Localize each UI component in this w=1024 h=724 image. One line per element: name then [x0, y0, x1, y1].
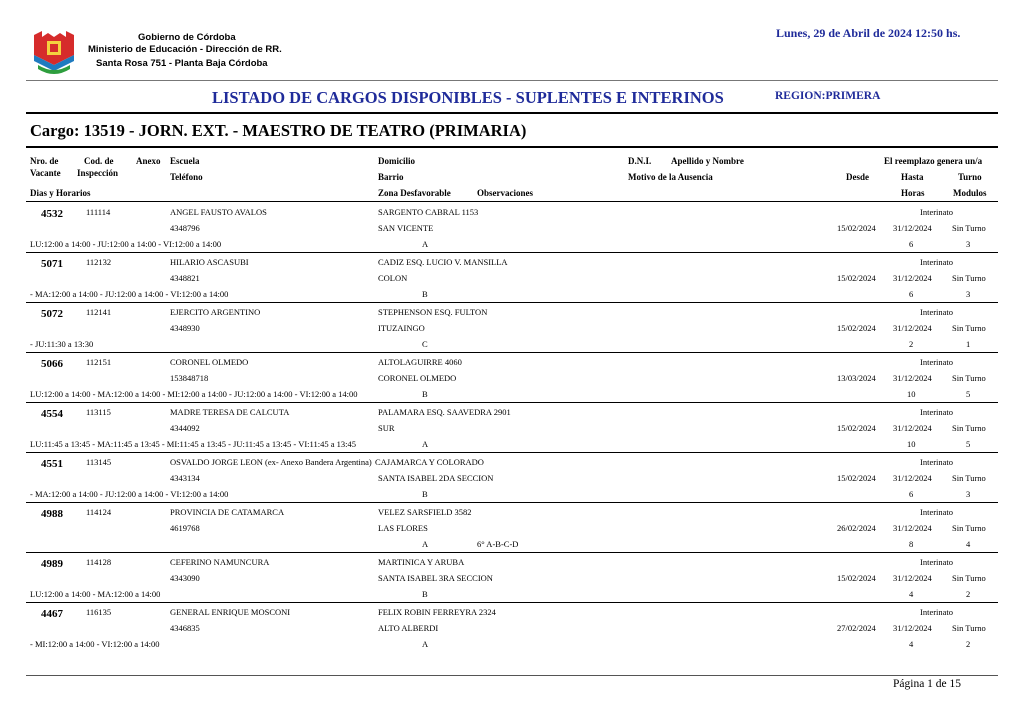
desde-date: 26/02/2024 — [837, 523, 876, 533]
col-nro-de: Nro. de — [30, 156, 59, 166]
modulos: 4 — [966, 539, 971, 549]
col-modulos: Modulos — [953, 188, 987, 198]
horas: 6 — [909, 489, 914, 499]
col-turno: Turno — [958, 172, 982, 182]
reemplazo-tipo: Interinato — [920, 407, 954, 417]
desde-date: 15/02/2024 — [837, 323, 876, 333]
turno: Sin Turno — [952, 473, 986, 483]
col-vacante: Vacante — [30, 168, 61, 178]
table-row — [0, 303, 1024, 353]
telefono: 4346835 — [170, 623, 200, 633]
table-row — [0, 553, 1024, 603]
modulos: 3 — [966, 489, 971, 499]
ministry-address: Santa Rosa 751 - Planta Baja Córdoba — [96, 58, 268, 69]
table-row — [0, 503, 1024, 553]
turno: Sin Turno — [952, 273, 986, 283]
vacante-number: 4532 — [41, 208, 63, 220]
zona-desfavorable: C — [422, 339, 428, 349]
cod-inspeccion: 113115 — [86, 407, 111, 417]
cod-inspeccion: 116135 — [86, 607, 112, 617]
escuela-name: ANGEL FAUSTO AVALOS — [170, 207, 267, 217]
turno: Sin Turno — [952, 373, 986, 383]
desde-date: 15/02/2024 — [837, 223, 876, 233]
barrio: SAN VICENTE — [378, 223, 434, 233]
cod-inspeccion: 112151 — [86, 357, 112, 367]
observaciones: 6° A-B-C-D — [477, 539, 519, 549]
horas: 2 — [909, 339, 914, 349]
modulos: 3 — [966, 289, 971, 299]
escuela-name: EJERCITO ARGENTINO — [170, 307, 261, 317]
turno: Sin Turno — [952, 323, 986, 333]
telefono: 4619768 — [170, 523, 200, 533]
dias-horarios: - MA:12:00 a 14:00 - JU:12:00 a 14:00 - VI:12:00 a 14:00 — [30, 489, 229, 499]
domicilio: MARTINICA Y ARUBA — [378, 557, 465, 567]
desde-date: 27/02/2024 — [837, 623, 876, 633]
turno: Sin Turno — [952, 423, 986, 433]
reemplazo-tipo: Interinato — [920, 557, 954, 567]
zona-desfavorable: B — [422, 489, 428, 499]
turno: Sin Turno — [952, 623, 986, 633]
desde-date: 15/02/2024 — [837, 573, 876, 583]
col-dias-horarios: Dias y Horarios — [30, 188, 91, 198]
domicilio: CAJAMARCA Y COLORADO — [375, 457, 484, 467]
desde-date: 13/03/2024 — [837, 373, 876, 383]
table-row — [0, 603, 1024, 653]
col-telefono: Teléfono — [170, 172, 203, 182]
domicilio: VELEZ SARSFIELD 3582 — [378, 507, 472, 517]
divider — [26, 201, 998, 202]
escuela-name: PROVINCIA DE CATAMARCA — [170, 507, 285, 517]
vacante-number: 4989 — [41, 558, 63, 570]
domicilio: SARGENTO CABRAL 1153 — [378, 207, 479, 217]
cargo-heading: Cargo: 13519 - JORN. EXT. - MAESTRO DE TEATRO (PRIMARIA) — [30, 121, 527, 140]
telefono: 4343134 — [170, 473, 200, 483]
hasta-date: 31/12/2024 — [893, 523, 932, 533]
col-reemplazo: El reemplazo genera un/a — [884, 156, 983, 166]
reemplazo-tipo: Interinato — [920, 257, 954, 267]
divider — [26, 112, 998, 114]
zona-desfavorable: B — [422, 589, 428, 599]
zona-desfavorable: B — [422, 389, 428, 399]
table-row — [0, 453, 1024, 503]
turno: Sin Turno — [952, 523, 986, 533]
zona-desfavorable: B — [422, 289, 428, 299]
barrio: ITUZAINGO — [378, 323, 425, 333]
col-observaciones: Observaciones — [477, 188, 533, 198]
barrio: CORONEL OLMEDO — [378, 373, 457, 383]
escuela-name: OSVALDO JORGE LEON (ex- Anexo Bandera Argentina) — [170, 457, 372, 467]
telefono: 4348796 — [170, 223, 200, 233]
vacante-number: 4554 — [41, 408, 63, 420]
vacante-number: 5066 — [41, 358, 63, 370]
desde-date: 15/02/2024 — [837, 473, 876, 483]
horas: 10 — [907, 389, 916, 399]
table-row — [0, 253, 1024, 303]
dias-horarios: LU:12:00 a 14:00 - MA:12:00 a 14:00 — [30, 589, 161, 599]
ministry-name: Ministerio de Educación - Dirección de RR. — [88, 44, 282, 55]
dias-horarios: LU:12:00 a 14:00 - MA:12:00 a 14:00 - MI:12:00 a 14:00 - JU:12:00 a 14:00 - VI:12:00 a 14:00 — [30, 389, 358, 399]
vacante-number: 5072 — [41, 308, 63, 320]
col-apellido: Apellido y Nombre — [671, 156, 744, 166]
gov-name: Gobierno de Córdoba — [138, 32, 236, 43]
cod-inspeccion: 114124 — [86, 507, 112, 517]
domicilio: STEPHENSON ESQ. FULTON — [378, 307, 488, 317]
reemplazo-tipo: Interinato — [920, 207, 954, 217]
horas: 4 — [909, 639, 914, 649]
divider — [26, 146, 998, 148]
horas: 6 — [909, 239, 914, 249]
escuela-name: GENERAL ENRIQUE MOSCONI — [170, 607, 291, 617]
dias-horarios: - JU:11:30 a 13:30 — [30, 339, 94, 349]
hasta-date: 31/12/2024 — [893, 623, 932, 633]
table-row — [0, 353, 1024, 403]
hasta-date: 31/12/2024 — [893, 223, 932, 233]
modulos: 5 — [966, 439, 971, 449]
escuela-name: MADRE TERESA DE CALCUTA — [170, 407, 290, 417]
escuela-name: CORONEL OLMEDO — [170, 357, 249, 367]
telefono: 4348930 — [170, 323, 200, 333]
telefono: 153848718 — [170, 373, 209, 383]
dias-horarios: LU:12:00 a 14:00 - JU:12:00 a 14:00 - VI:12:00 a 14:00 — [30, 239, 222, 249]
reemplazo-tipo: Interinato — [920, 507, 954, 517]
barrio: SUR — [378, 423, 395, 433]
hasta-date: 31/12/2024 — [893, 323, 932, 333]
escuela-name: CEFERINO NAMUNCURA — [170, 557, 270, 567]
domicilio: CADIZ ESQ. LUCIO V. MANSILLA — [378, 257, 508, 267]
desde-date: 15/02/2024 — [837, 423, 876, 433]
dias-horarios: LU:11:45 a 13:45 - MA:11:45 a 13:45 - MI:11:45 a 13:45 - JU:11:45 a 13:45 - VI:11:45 a 13:45 — [30, 439, 356, 449]
barrio: LAS FLORES — [378, 523, 428, 533]
zona-desfavorable: A — [422, 439, 429, 449]
desde-date: 15/02/2024 — [837, 273, 876, 283]
modulos: 2 — [966, 589, 971, 599]
vacante-number: 4467 — [41, 608, 63, 620]
hasta-date: 31/12/2024 — [893, 273, 932, 283]
hasta-date: 31/12/2024 — [893, 373, 932, 383]
modulos: 1 — [966, 339, 971, 349]
col-escuela: Escuela — [170, 156, 200, 166]
barrio: SANTA ISABEL 3RA SECCION — [378, 573, 493, 583]
cordoba-coat-of-arms-icon — [28, 25, 80, 77]
hasta-date: 31/12/2024 — [893, 573, 932, 583]
horas: 6 — [909, 289, 914, 299]
cod-inspeccion: 113145 — [86, 457, 112, 467]
hasta-date: 31/12/2024 — [893, 423, 932, 433]
col-inspeccion: Inspección — [77, 168, 119, 178]
col-domicilio: Domicilio — [378, 156, 415, 166]
telefono: 4343090 — [170, 573, 200, 583]
col-cod-de: Cod. de — [84, 156, 114, 166]
col-motivo: Motivo de la Ausencia — [628, 172, 713, 182]
reemplazo-tipo: Interinato — [920, 607, 954, 617]
escuela-name: HILARIO ASCASUBI — [170, 257, 249, 267]
zona-desfavorable: A — [422, 239, 429, 249]
col-desde: Desde — [846, 172, 869, 182]
turno: Sin Turno — [952, 573, 986, 583]
domicilio: FELIX ROBIN FERREYRA 2324 — [378, 607, 496, 617]
divider — [26, 80, 998, 81]
table-row — [0, 203, 1024, 253]
reemplazo-tipo: Interinato — [920, 307, 954, 317]
col-hasta: Hasta — [901, 172, 924, 182]
barrio: ALTO ALBERDI — [378, 623, 439, 633]
page-title: LISTADO DE CARGOS DISPONIBLES - SUPLENTES E INTERINOS — [212, 88, 724, 107]
cod-inspeccion: 112132 — [86, 257, 112, 267]
reemplazo-tipo: Interinato — [920, 357, 954, 367]
barrio: SANTA ISABEL 2DA SECCION — [378, 473, 494, 483]
col-horas: Horas — [901, 188, 925, 198]
report-date: Lunes, 29 de Abril de 2024 12:50 hs. — [776, 26, 961, 40]
cod-inspeccion: 112141 — [86, 307, 112, 317]
col-zona: Zona Desfavorable — [378, 188, 451, 198]
horas: 4 — [909, 589, 914, 599]
footer-divider — [26, 675, 998, 676]
cod-inspeccion: 114128 — [86, 557, 112, 567]
dias-horarios: - MI:12:00 a 14:00 - VI:12:00 a 14:00 — [30, 639, 160, 649]
telefono: 4344092 — [170, 423, 200, 433]
turno: Sin Turno — [952, 223, 986, 233]
table-row — [0, 403, 1024, 453]
modulos: 5 — [966, 389, 971, 399]
hasta-date: 31/12/2024 — [893, 473, 932, 483]
vacante-number: 4988 — [41, 508, 63, 520]
domicilio: ALTOLAGUIRRE 4060 — [378, 357, 462, 367]
vacante-number: 4551 — [41, 458, 63, 470]
domicilio: PALAMARA ESQ. SAAVEDRA 2901 — [378, 407, 511, 417]
col-anexo: Anexo — [136, 156, 161, 166]
page-number: Página 1 de 15 — [893, 678, 962, 690]
zona-desfavorable: A — [422, 639, 429, 649]
region-label: REGION:PRIMERA — [775, 90, 881, 102]
dias-horarios: - MA:12:00 a 14:00 - JU:12:00 a 14:00 - VI:12:00 a 14:00 — [30, 289, 229, 299]
modulos: 2 — [966, 639, 971, 649]
cod-inspeccion: 111114 — [86, 207, 111, 217]
horas: 10 — [907, 439, 916, 449]
telefono: 4348821 — [170, 273, 200, 283]
barrio: COLON — [378, 273, 408, 283]
zona-desfavorable: A — [422, 539, 429, 549]
modulos: 3 — [966, 239, 971, 249]
reemplazo-tipo: Interinato — [920, 457, 954, 467]
vacante-number: 5071 — [41, 258, 63, 270]
horas: 8 — [909, 539, 914, 549]
col-dni: D.N.I. — [628, 156, 652, 166]
col-barrio: Barrio — [378, 172, 404, 182]
